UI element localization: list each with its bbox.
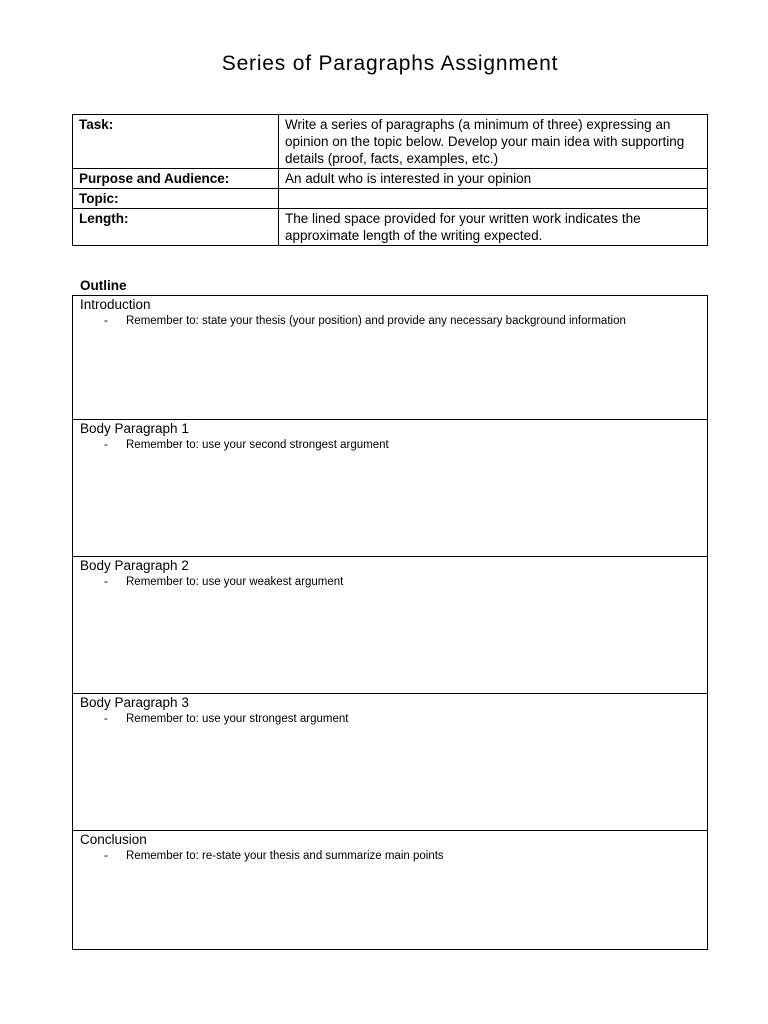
section-note xyxy=(104,713,348,725)
purpose-audience-value: An adult who is interested in your opinion xyxy=(279,169,708,189)
bullet-dash: - xyxy=(104,439,108,451)
introduction-section[interactable] xyxy=(73,296,707,420)
outline-heading: Outline xyxy=(80,278,127,293)
section-title: Body Paragraph 2 xyxy=(80,558,189,573)
section-note xyxy=(104,850,444,862)
conclusion-section[interactable] xyxy=(73,831,707,949)
body-paragraph-2-section[interactable] xyxy=(73,557,707,694)
purpose-audience-label: Purpose and Audience: xyxy=(73,169,279,189)
section-note xyxy=(104,315,626,327)
table-row xyxy=(73,189,708,209)
bullet-dash: - xyxy=(104,315,108,327)
table-row xyxy=(73,115,708,169)
body-paragraph-3-section[interactable] xyxy=(73,694,707,831)
section-note xyxy=(104,439,389,451)
topic-label: Topic: xyxy=(73,189,279,209)
task-value: Write a series of paragraphs (a minimum of three) expressing an opinion on the topic below. Develop your main idea with supporting details (proof, facts, examples, etc.) xyxy=(279,115,708,169)
section-title: Introduction xyxy=(80,297,151,312)
length-label: Length: xyxy=(73,209,279,246)
length-value: The lined space provided for your written work indicates the approximate length of the writing expected. xyxy=(279,209,708,246)
section-note-text: Remember to: use your weakest argument xyxy=(126,576,344,588)
table-row xyxy=(73,209,708,246)
section-note-text: Remember to: state your thesis (your position) and provide any necessary background information xyxy=(126,315,626,327)
body-paragraph-1-section[interactable] xyxy=(73,420,707,557)
section-title: Body Paragraph 1 xyxy=(80,421,189,436)
assignment-info-table xyxy=(72,114,708,246)
bullet-dash: - xyxy=(104,576,108,588)
page-title: Series of Paragraphs Assignment xyxy=(221,52,559,75)
section-title: Body Paragraph 3 xyxy=(80,695,189,710)
topic-value[interactable] xyxy=(279,189,708,209)
task-label: Task: xyxy=(73,115,279,169)
bullet-dash: - xyxy=(104,713,108,725)
outline-box xyxy=(72,295,708,950)
section-note-text: Remember to: use your second strongest argument xyxy=(126,439,389,451)
section-note-text: Remember to: use your strongest argument xyxy=(126,713,349,725)
section-title: Conclusion xyxy=(80,832,147,847)
section-note xyxy=(104,576,343,588)
table-row xyxy=(73,169,708,189)
bullet-dash: - xyxy=(104,850,108,862)
section-note-text: Remember to: re-state your thesis and summarize main points xyxy=(126,850,444,862)
